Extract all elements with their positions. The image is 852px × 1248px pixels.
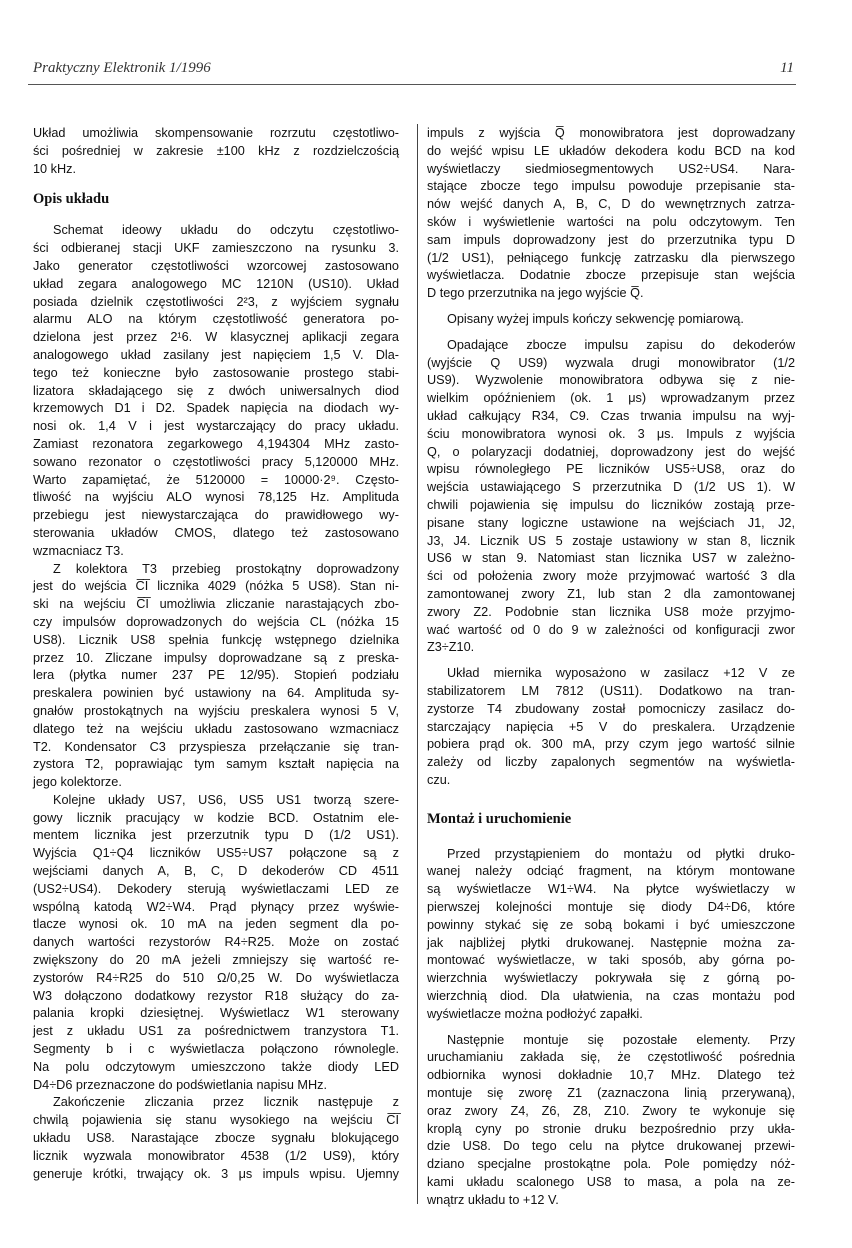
left-column [33,125,399,1183]
text-line: starczający napięcia +5 V do preskalera. Urządzenie [427,719,795,734]
text-line: powinny stykać się ze sobą bokami i być umieszczone [427,917,795,932]
text-line: nosi ok. 1,4 V i jest wystarczający do pracy układu. [33,419,399,434]
text-line: wnątrz układu to +12 V. [427,1192,559,1207]
text-line: jest do wejścia C̅I̅ licznika 4029 (nóżka 5 US8). Stan ni- [33,579,399,594]
text-line: Układ umożliwia skompensowanie rozrzutu częstotliwo- [33,126,399,140]
text-line: układ całkujący R34, C9. Czas trwania impulsu na wyj- [427,408,795,423]
text-line: danych wartości rezystorów R4÷R25. Może on zostać [33,935,399,950]
text-line: Opadające zbocze impulsu zapisu do dekoderów [447,337,795,352]
text-line: zwiększony do 20 mA jeżeli zmniejszy się wartość re- [33,953,399,968]
text-line: Z3÷Z10. [427,640,475,655]
text-line: alarmu ALO na którym częstotliwość generatora po- [33,312,399,327]
text-line: zwory Z2. Podobnie stan licznika US8 może przyjmo- [427,604,795,619]
text-line: kami układu scalonego US8 to masa, a pola na ze- [427,1175,795,1190]
text-line: wać wartość od 0 do 9 w zależności od konfiguracji zwor [427,622,795,637]
text-line: D4÷D6 przeznaczone do podświetlania napisu MHz. [33,1077,327,1092]
text-line: układ zegara analogowego MC 1210N (US10). Układ [33,276,399,291]
text-line: Kolejne układy US7, US6, US5 US1 tworzą szere- [53,792,399,807]
paragraph [33,1094,399,1183]
text-line: wspólną katodą W2÷W4. Prąd płynący przez wyświe- [33,899,399,914]
text-line: wzmacniacz T3. [33,543,124,558]
text-line: stabilizatorem LM 7812 (US11). Dodatkowo na tran- [427,683,795,698]
text-line: wejściami danych A, B, C, D dekoderów CD 4511 [33,864,399,879]
text-line: impuls z wyjścia Q̅ monowibratora jest doprowadzany [427,126,795,140]
text-line: ści od położenia zwory może przyjmować wartość 3 dla [427,569,795,584]
text-line: Następnie montuje się pozostałe elementy. Przy [447,1032,795,1047]
text-line: stające zbocze tego impulsu powoduje przepisanie sta- [427,179,795,194]
text-line: wejścia ustawiającego S przerzutnika D (1/2 US 1). W [427,480,795,495]
text-line: uruchamianiu zakłada się, że częstotliwość pośrednia [427,1050,795,1065]
text-line: przebiegu jest niewystarczająca do prawidłowego wy- [33,508,399,523]
text-line: Segmenty b i c wyświetlacza połączono równolegle. [33,1042,399,1057]
text-line: zystorze T4 zbudowany został pomocniczy zasilacz do- [427,701,795,716]
text-line: nów wejść danych A, B, C, D do wewnętrznych zatrza- [427,197,795,212]
paragraph [33,792,399,1095]
text-line: zamontowanej zwory Z1, lub stan 2 dla zamontowanej [427,586,795,601]
section-heading: Opis układu [33,191,110,208]
text-line: Opisany wyżej impuls kończy sekwencję pomiarową. [447,311,744,326]
text-line: posiada dzielnik częstotliwości 2²3, z wyjściem sygnału [33,294,399,309]
column-divider [417,124,418,1204]
text-line: tliwość na wyjściu ALO wynosi 78,125 Hz. Amplituda [33,490,399,505]
text-line: wielkim opóźnieniem (ok. 1 μs) wprowadzanym przez [427,391,795,406]
paragraph [427,665,795,790]
text-line: gowy licznik pracujący w kodzie BCD. Ostatnim ele- [33,810,399,825]
text-line: wanej należy odciąć fragment, na którym montowane [427,864,795,879]
text-line: ści odbieranej stacji UKF zamieszczono na rysunku 3. [33,241,399,256]
header-rule [28,84,796,85]
text-line: dziano specjalne prostokątne pola. Pole pomiędzy nóż- [427,1157,795,1172]
text-line: pisane stany logiczne ustawione na wejściach J1, J2, [427,515,795,530]
text-line: D tego przerzutnika na jego wyjście Q̅. [427,286,644,301]
paragraph [427,1032,795,1210]
paragraph [427,337,795,657]
paragraph [33,561,399,792]
right-column [427,125,795,1210]
text-line: krzemowych D1 i D2. Spadek napięcia na diodach wy- [33,401,399,416]
paragraph [33,222,399,560]
text-line: J3, J4. Licznik US 5 zostaje ustawiony w stan 8, licznik [427,533,795,548]
text-line: dzielona jest przez 2¹6. W klasycznej aplikacji zegara [33,330,399,345]
text-line: wyświetlaczy siedmiosegmentowych US2÷US4. Nara- [427,161,795,176]
text-line: Wyjścia Q1÷Q4 liczników US5÷US7 połączone są z [33,846,399,861]
text-line: lera (płytka numer 237 PE 12/95). Stopień podziału [33,668,399,683]
text-line: zystora T2, poprawiając tym samym kształt napięcia na [33,757,399,772]
text-line: analogowego układ zasilany jest napięciem 1,5 V. Dla- [33,347,399,362]
text-line: (1/2 US1), pełniącego funkcję zatrzasku dla pierwszego [427,250,795,265]
text-line: sowano rezonator o częstotliwości pracy 5,120000 MHz. [33,454,399,469]
text-line: pierwszej kolejności montuje się diody D4÷D6, które [427,900,795,915]
text-line: zystorów R4÷R25 do 510 Ω/0,25 W. Do wyświetlacza [33,970,399,985]
text-line: palania kropki dziesiętnej. Wyświetlacz W1 sterowany [33,1006,399,1021]
paragraph [427,311,795,329]
text-line: Przed przystąpieniem do montażu od płytki druko- [447,846,795,861]
text-line: mentem licznika jest przerzutnik typu D (1/2 US1). [33,828,399,843]
text-line: chwilą pojawienia się stanu wysokiego na wejściu C̅I̅ [33,1113,399,1128]
text-line: sam impuls doprowadzony jest do przerzutnika typu D [427,232,795,247]
text-line: 10 kHz. [33,161,77,176]
text-line: lizatora składającego się z dwóch uniwersalnych diod [33,383,399,398]
text-line: Zamiast rezonatora zegarkowego 4,194304 MHz zasto- [33,436,399,451]
text-line: wyświetlacza. Dodatnie zbocze przepisuje stan wejścia [427,268,795,283]
text-line: układu US8. Narastające zbocze sygnału blokującego [33,1131,399,1146]
text-line: chwili pojawienia się impulsu do liczników zostają prze- [427,497,795,512]
text-line: gnałów prostokątnych na wyjściu preskalera wynosi 5 V, [33,703,399,718]
text-line: montować wyświetlacze, w taki sposób, aby górna po- [427,953,795,968]
text-line: dzie US8. Do tego celu na płytce drukowanej przewi- [427,1139,795,1154]
text-line: preskalera powinien być ustawiony na 64. Amplituda sy- [33,686,399,701]
text-line: zależy od liczby zapalonych segmentów na wyświetla- [427,755,795,770]
text-line: ski na wejściu C̅I̅ umożliwia zliczanie narastających zbo- [33,597,399,612]
text-line: Układ miernika wyposażono w zasilacz +12 V ze [447,666,795,681]
paragraph [427,846,795,1024]
text-line: Z kolektora T3 przebieg prostokątny doprowadzony [53,561,399,576]
text-line: Schemat ideowy układu do odczytu częstotliwo- [53,223,399,238]
text-line: sterowania układów CMOS, dlatego też zastosowano [33,525,399,540]
text-line: Zakończenie zliczania przez licznik następuje z [53,1095,399,1110]
paragraph [427,125,795,303]
text-line: pobiera prąd ok. 300 mA, przy czym jego wartość silnie [427,737,795,752]
text-line: jego kolektorze. [33,775,122,790]
paragraph [33,125,399,178]
text-line: (US2÷US4). Dekodery sterują wyświetlaczami LED ze [33,881,399,896]
text-line: T2. Kondensator C3 przyspiesza przełączanie się tran- [33,739,399,754]
text-line: Na polu odczytowym umieszczono także diody LED [33,1059,399,1074]
section-heading: Montaż i uruchomienie [427,810,572,827]
text-line: dlatego też na wejściu układu zastosowano wzmacniacz [33,721,399,736]
text-line: US9). Wyzwolenie monowibratora odbywa się z nie- [427,373,795,388]
text-line: ści pośredniej w zakresie ±100 kHz z rozdzielczością [33,143,399,158]
text-line: są wyświetlacze W1÷W4. Na płytce wyświetlaczy w [427,882,795,897]
text-line: Warto zapamiętać, że 5120000 = 10000·2⁹. Często- [33,472,399,487]
text-line: Jako generator częstotliwości wzorcowej zastosowano [33,258,399,273]
text-line: US8). Licznik US8 spełnia funkcję wstępnego dzielnika [33,632,399,647]
text-line: licznik wyzwala monowibrator 4538 (1/2 US9), który [33,1148,399,1163]
text-line: wierzchnia wyświetlaczy pokrywała się z górną po- [427,971,795,986]
text-line: jak najbliżej płytki drukowanej. Następnie można za- [427,935,795,950]
text-line: (wyjście Q US9) wyzwala drugi monowibrator (1/2 [427,355,795,370]
text-line: W3 dołączono dodatkowy rezystor R18 służący do za- [33,988,399,1003]
text-line: odbiornika wynosi dokładnie 10,7 MHz. Dlatego też [427,1068,795,1083]
text-line: ściu monowibratora wynosi ok. 3 μs. Impuls z wyjścia [427,426,795,441]
text-line: oraz zwory Z4, Z6, Z8, Z10. Zwory te wykonuje się [427,1103,795,1118]
text-line: US6 w stan 9. Natomiast stan licznika US7 w zależno- [427,551,795,566]
text-line: tlacze wynosi ok. 10 mA na jeden segment dla po- [33,917,399,932]
text-line: Q, o polaryzacji dodatniej, doprowadzony jest do wejść [427,444,795,459]
journal-title: Praktyczny Elektronik 1/1996 [33,60,211,76]
text-line: do wejść wpisu LE układów dekodera kodu BCD na kod [427,143,795,158]
text-line: generuje krótki, trwający ok. 3 μs impuls wpisu. Ujemny [33,1166,399,1181]
text-line: sków i wyświetlenie wartości na polu odczytowym. Ten [427,214,795,229]
text-line: montuje się zworę Z1 (zaznaczona linią przerywaną), [427,1086,795,1101]
text-line: kroplą cyny po stronie druku bezpośrednio przy ukła- [427,1121,795,1136]
text-line: czu. [427,772,451,787]
text-line: czy impulsów doprowadzonych do wejścia CL (nóżka 15 [33,614,399,629]
text-line: wyświetlacze można podłożyć zapałki. [427,1006,643,1021]
text-line: przez 10. Zliczane impulsy doprowadzane są z preska- [33,650,399,665]
text-line: wierzchnią diod. Dla ułatwienia, na czas montażu pod [427,989,795,1004]
text-line: jest z układu US1 za pośrednictwem tranzystora T1. [33,1024,399,1039]
text-line: tego też konieczne było zastosowanie prostego stabi- [33,365,399,380]
page-number: 11 [780,60,794,76]
text-line: wpisu równoległego PE liczników US5÷US8, oraz do [427,462,795,477]
